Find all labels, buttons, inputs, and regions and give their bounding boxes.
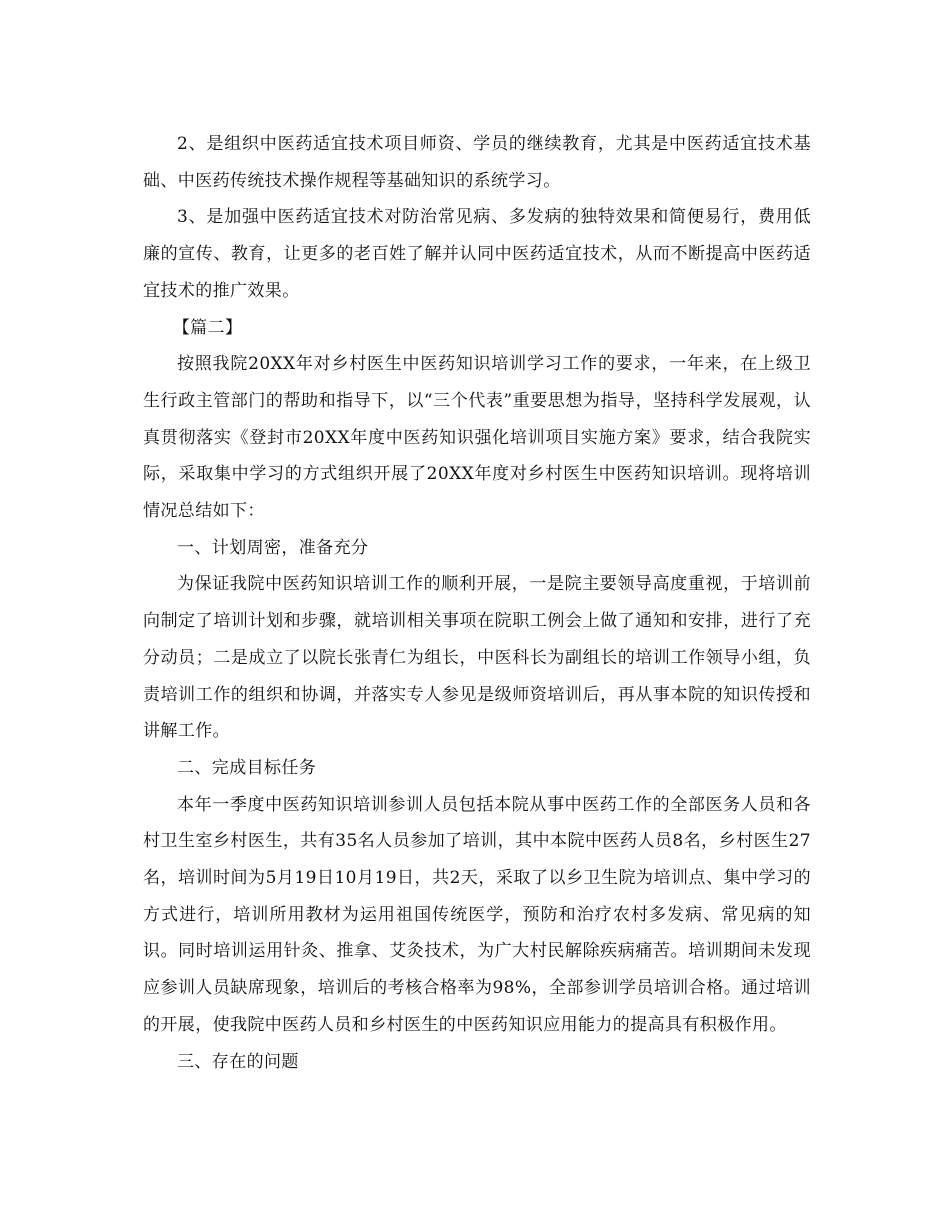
paragraph-targets: 本年一季度中医药知识培训参训人员包括本院从事中医药工作的全部医务人员和各村卫生室乡村医生，共有35名人员参加了培训，其中本院中医药人员8名，乡村医生27名，培训时间为5月19日10月19日，共2天，采取了以乡卫生院为培训点、集中学习的方式进行，培训所用教材为运用祖国传统医学，预防和治疗农村多发病、常见病的知识。同时培训运用针灸、推拿、艾灸技术，为广大村民解除疾病痛苦。培训期间未发现应参训人员缺席现象，培训后的考核合格率为98%，全部参训学员培训合格。通过培训的开展，使我院中医药人员和乡村医生的中医药知识应用能力的提高具有积极作用。 [143,794,811,1035]
document-body [143,126,811,1080]
paragraph-item-2: 2、是组织中医药适宜技术项目师资、学员的继续教育，尤其是中医药适宜技术基础、中医药传统技术操作规程等基础知识的系统学习。 [143,134,811,191]
heading-problems: 三、存在的问题 [177,1051,299,1072]
heading-targets: 二、完成目标任务 [177,757,317,778]
paragraph-item-3: 3、是加强中医药适宜技术对防治常见病、多发病的独特效果和简便易行，费用低廉的宣传、教育，让更多的老百姓了解并认同中医药适宜技术，从而不断提高中医药适宜技术的推广效果。 [143,207,811,301]
heading-planning: 一、计划周密，准备充分 [177,537,369,558]
paragraph-planning: 为保证我院中医药知识培训工作的顺利开展，一是院主要领导高度重视，于培训前向制定了培训计划和步骤，就培训相关事项在院职工例会上做了通知和安排，进行了充分动员；二是成立了以院长张青仁为组长，中医科长为副组长的培训工作领导小组，负责培训工作的组织和协调，并落实专人参见是级师资培训后，再从事本院的知识传授和讲解工作。 [143,574,811,742]
section-title-part-two: 【篇二】 [172,317,243,338]
paragraph-intro: 按照我院20XX年对乡村医生中医药知识培训学习工作的要求，一年来，在上级卫生行政主管部门的帮助和指导下，以“三个代表”重要思想为指导，坚持科学发展观，认真贯彻落实《登封市20XX年度中医药知识强化培训项目实施方案》要求，结合我院实际，采取集中学习的方式组织开展了20XX年度对乡村医生中医药知识培训。现将培训情况总结如下： [143,354,811,522]
